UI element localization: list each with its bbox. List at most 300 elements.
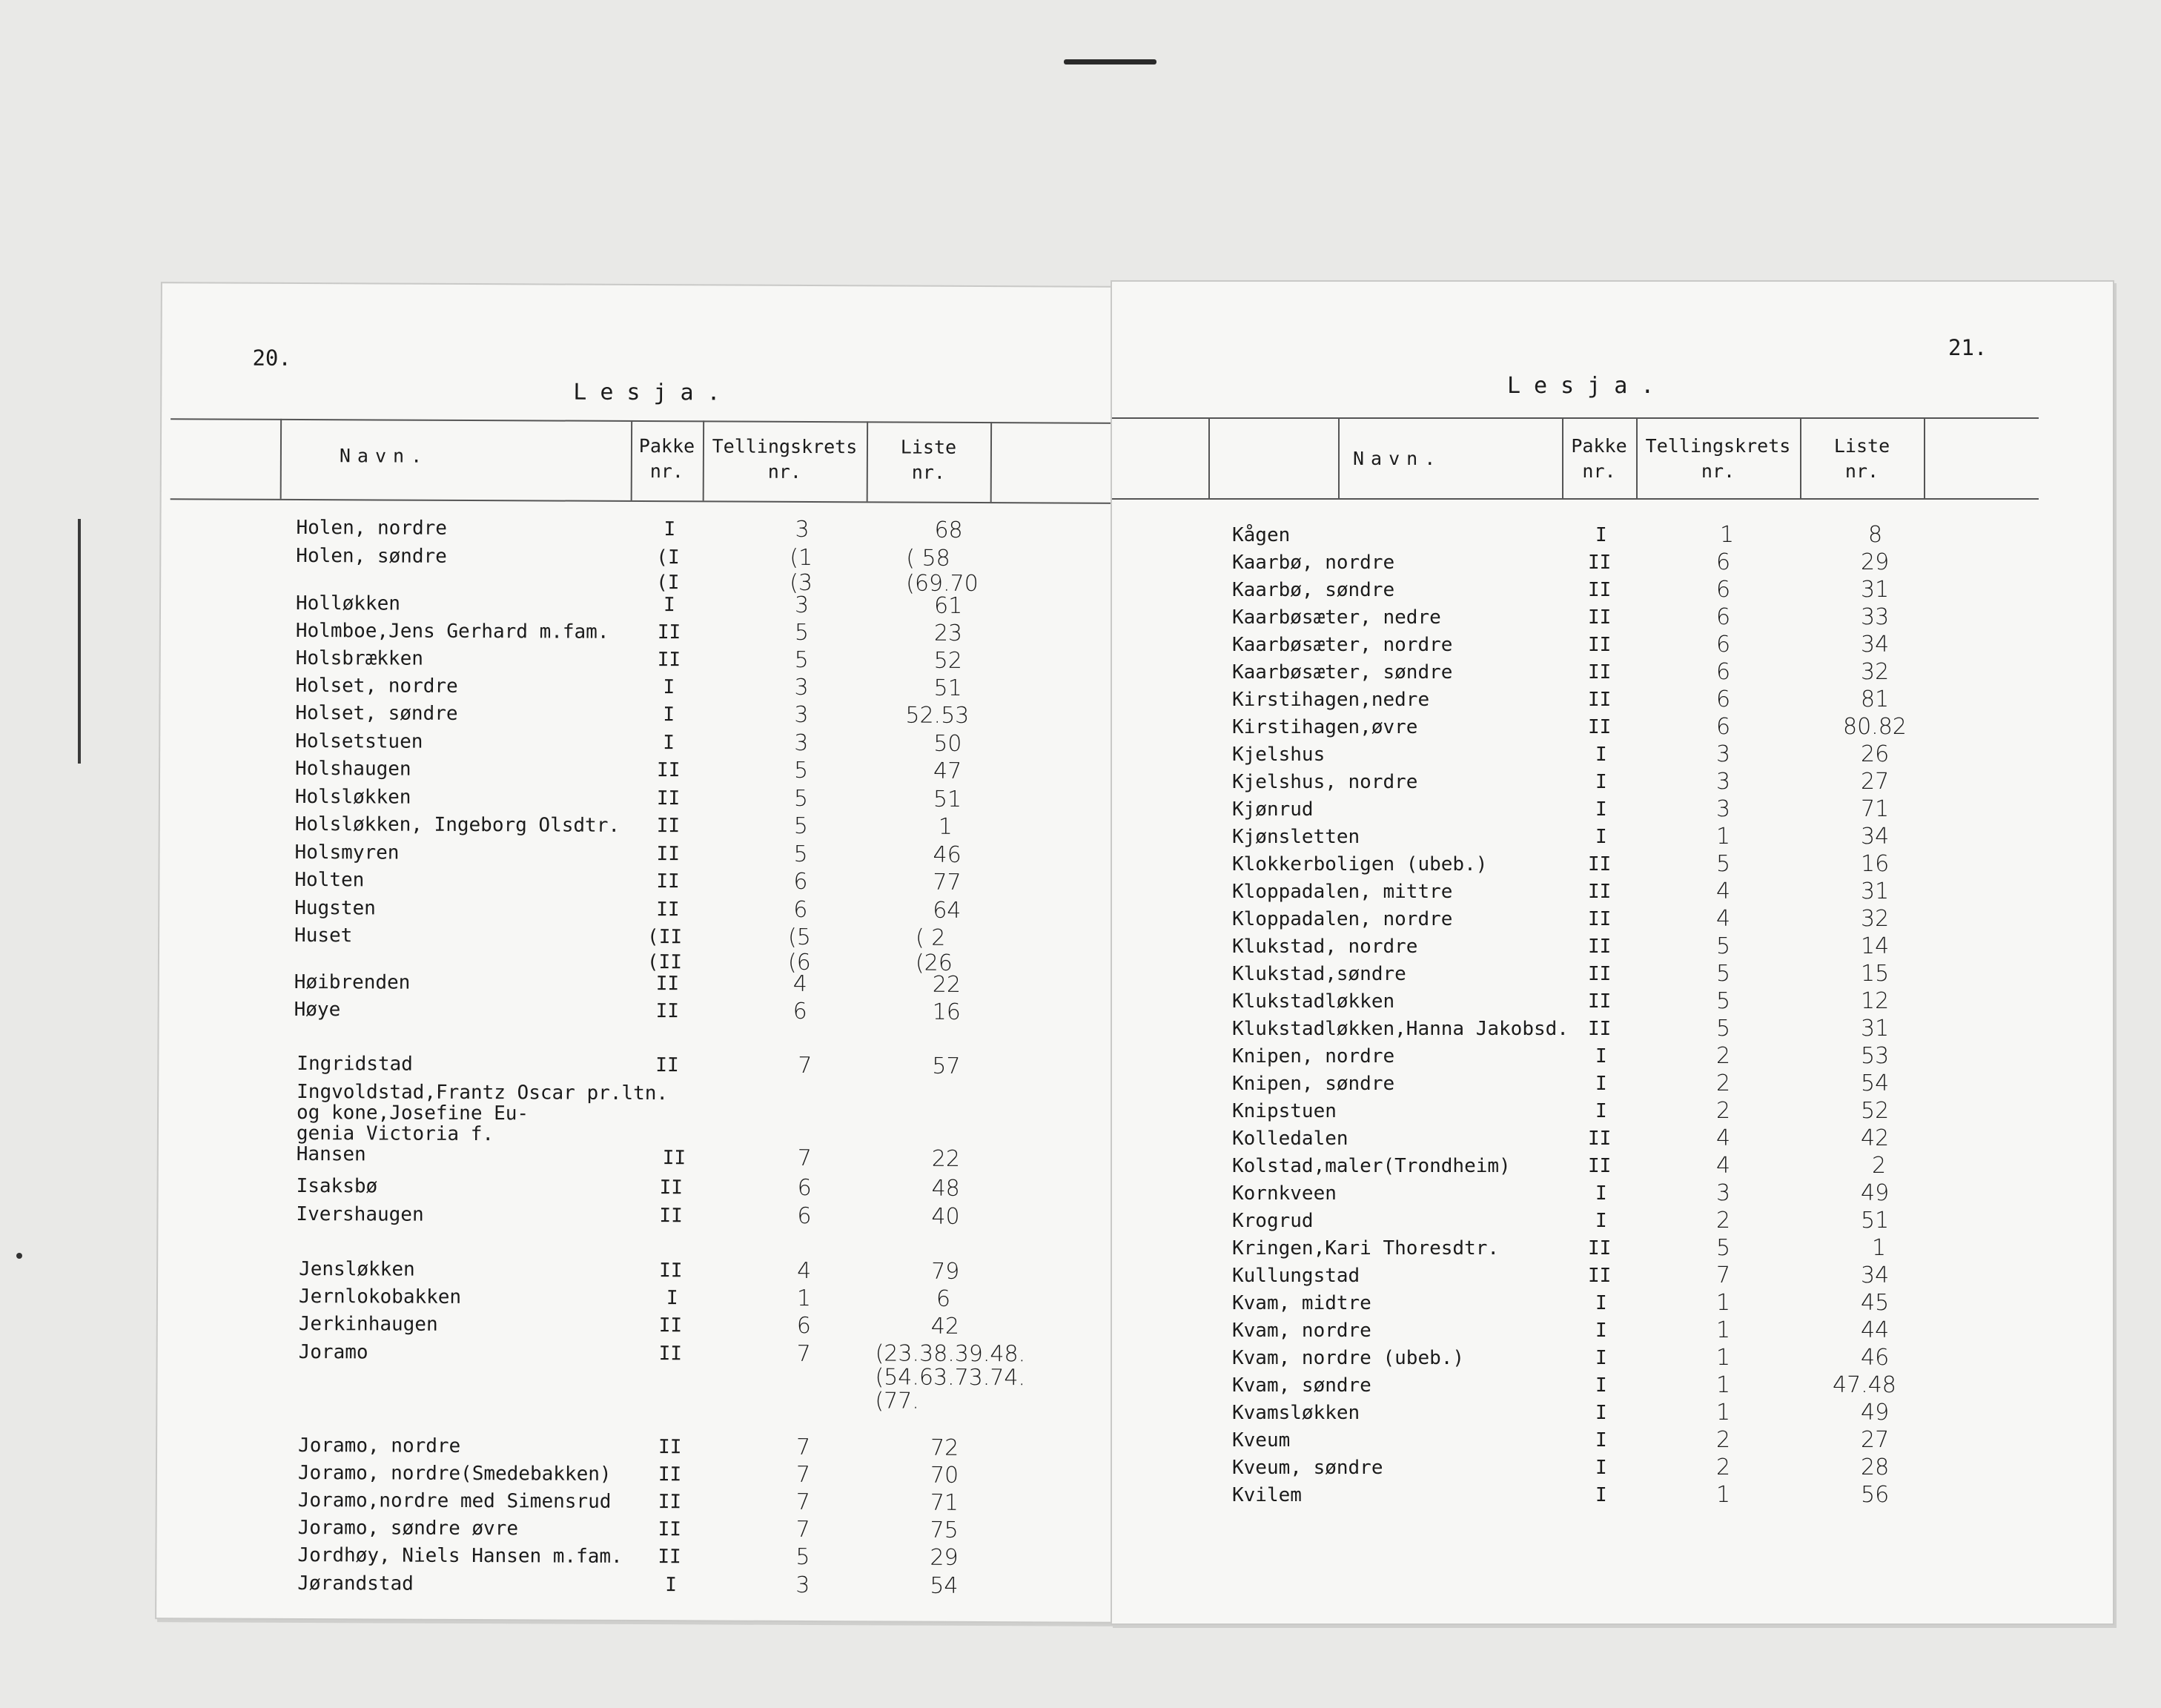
row-name: Kjelshus <box>1232 744 1326 766</box>
row-liste: 57 <box>932 1053 961 1079</box>
table-row <box>157 1542 1115 1571</box>
row-name: Holen, nordre <box>296 516 448 540</box>
row-pakke: I <box>663 518 676 541</box>
row-liste: 2 <box>1872 1153 1887 1179</box>
row-krets: 5 <box>1716 961 1731 987</box>
row-krets: 2 <box>1716 1427 1731 1453</box>
row-krets: 2 <box>1716 1454 1731 1480</box>
row-pakke: II <box>656 898 680 921</box>
row-name: Kveum, søndre <box>1232 1457 1383 1479</box>
row-pakke: I <box>666 1287 678 1310</box>
row-liste: ( 2 (26 <box>915 924 953 976</box>
row-liste: 47.48 <box>1833 1372 1896 1398</box>
row-krets: (5 (6 <box>787 924 811 976</box>
header-bottom-rule <box>171 498 1119 504</box>
row-name: Holen, søndre <box>296 544 447 568</box>
row-krets: 7 <box>796 1434 811 1461</box>
row-krets: 5 <box>1716 851 1731 877</box>
row-name: Ingridstad <box>297 1052 413 1076</box>
row-pakke: II <box>1588 1265 1612 1287</box>
row-liste: 52.53 <box>905 702 970 729</box>
page-title: Lesja. <box>573 379 734 406</box>
row-krets: 3 <box>1716 796 1731 822</box>
row-liste: 51 <box>933 675 962 701</box>
table-row <box>159 969 1117 998</box>
table-row <box>160 728 1118 757</box>
row-name: Knipen, nordre <box>1232 1045 1395 1068</box>
row-liste: 46 <box>1861 1345 1890 1371</box>
row-name: Klukstadløkken,Hanna Jakobsd. <box>1232 1018 1569 1040</box>
row-name: Klokkerboligen (ubeb.) <box>1232 853 1488 875</box>
table-row <box>160 839 1118 868</box>
row-liste: 51 <box>933 786 962 812</box>
row-krets: 5 <box>1716 933 1731 959</box>
table-row <box>161 672 1119 701</box>
row-pakke: II <box>1588 908 1612 930</box>
header-pakke: Pakke nr. <box>638 434 695 483</box>
row-krets: 6 <box>797 1174 812 1202</box>
row-pakke: II <box>659 1205 683 1228</box>
row-name: Klukstadløkken <box>1232 990 1395 1013</box>
row-krets: 5 <box>1716 1016 1731 1042</box>
row-liste: 8 <box>1868 522 1883 548</box>
row-pakke: I <box>663 676 675 699</box>
header-top-rule <box>1112 417 2039 419</box>
row-pakke: I <box>1595 1347 1607 1369</box>
row-pakke: (II (II <box>646 926 683 974</box>
row-liste: 71 <box>930 1489 959 1516</box>
row-liste: 42 <box>930 1313 960 1340</box>
row-liste: 29 <box>930 1544 959 1571</box>
table-row <box>159 1173 1116 1202</box>
row-krets: 6 <box>793 868 808 895</box>
row-krets: 1 <box>1716 1400 1731 1426</box>
row-krets: 3 <box>1716 741 1731 767</box>
row-krets: 6 <box>1716 604 1731 630</box>
left-page-edge-mark <box>78 519 81 764</box>
row-name: Holløkken <box>295 592 401 615</box>
row-krets: 6 <box>1716 577 1731 603</box>
row-name: Kjelshus, nordre <box>1232 771 1418 793</box>
row-pakke: II <box>656 815 681 838</box>
row-liste: 28 <box>1861 1454 1890 1480</box>
row-name: Knipstuen <box>1232 1100 1337 1122</box>
row-liste: 51 <box>1861 1208 1890 1234</box>
row-krets: 6 <box>796 1312 811 1340</box>
row-name: Jernlokobakken <box>298 1285 462 1308</box>
row-liste: 53 <box>1861 1043 1890 1069</box>
header-liste: Liste nr. <box>900 436 957 483</box>
row-liste: 46 <box>933 841 962 868</box>
row-name: Kvam, midtre <box>1232 1292 1371 1314</box>
row-liste: 77 <box>933 869 962 896</box>
row-liste: 44 <box>1861 1317 1890 1343</box>
row-pakke: I <box>1595 1429 1607 1452</box>
column-divider <box>1924 417 1925 498</box>
row-liste: 31 <box>1861 577 1890 603</box>
row-krets: 3 <box>1716 1180 1731 1206</box>
row-pakke: II <box>657 759 681 782</box>
row-name: Kjønrud <box>1232 798 1314 821</box>
row-krets: 1 <box>1716 1482 1731 1508</box>
row-liste: 71 <box>1861 796 1890 822</box>
table-row <box>162 514 1119 543</box>
row-name: Krogrud <box>1232 1210 1314 1232</box>
row-liste: 47 <box>933 758 962 784</box>
row-pakke: II <box>658 1343 683 1366</box>
row-liste: 29 <box>1861 549 1890 575</box>
row-liste: 61 <box>933 592 963 619</box>
row-liste: 6 <box>936 1285 951 1312</box>
row-name: Høibrenden <box>294 970 411 994</box>
row-liste: 14 <box>1861 933 1890 959</box>
table-row <box>159 867 1117 896</box>
table-row <box>159 895 1117 924</box>
row-liste: 42 <box>1861 1125 1890 1151</box>
row-krets: 6 <box>1716 714 1731 740</box>
row-pakke: I <box>665 1574 677 1597</box>
table-row <box>158 1311 1116 1340</box>
row-pakke: II <box>655 1054 679 1077</box>
row-krets: 2 <box>1716 1208 1731 1234</box>
row-name: Ingvoldstad,Frantz Oscar pr.ltn. og kone,Josefine Eu- genia Victoria f. Hansen <box>296 1080 669 1166</box>
row-pakke: I <box>1595 1073 1607 1095</box>
row-pakke: I <box>1595 771 1607 793</box>
row-krets: 1 <box>1720 522 1735 548</box>
left-page <box>156 283 1120 1622</box>
row-name: Kirstihagen,øvre <box>1232 716 1418 738</box>
row-name: Kaarbøsæter, nedre <box>1232 606 1441 629</box>
row-liste: 54 <box>930 1572 959 1599</box>
row-pakke: I <box>1595 1457 1607 1479</box>
header-liste: Liste nr. <box>1833 435 1890 482</box>
column-divider <box>1208 417 1210 498</box>
row-name: Kolledalen <box>1232 1128 1348 1150</box>
row-pakke: II <box>658 1314 683 1337</box>
row-liste: 54 <box>1861 1070 1890 1096</box>
row-krets: 7 <box>795 1461 811 1489</box>
row-liste: 49 <box>1861 1400 1890 1426</box>
row-krets: 3 <box>795 516 810 543</box>
row-name: Kringen,Kari Thoresdtr. <box>1232 1237 1500 1260</box>
row-krets: 5 <box>1716 988 1731 1014</box>
row-liste: 40 <box>931 1203 960 1230</box>
row-krets: 1 <box>1716 1345 1731 1371</box>
row-krets: 4 <box>1716 1125 1731 1151</box>
row-liste: 12 <box>1861 988 1890 1014</box>
row-pakke: II <box>656 843 680 866</box>
row-liste: 49 <box>1861 1180 1890 1206</box>
row-krets: 4 <box>792 970 807 997</box>
row-pakke: I <box>1595 1320 1607 1342</box>
row-pakke: II <box>657 621 681 644</box>
row-liste: 27 <box>1861 769 1890 795</box>
table-row <box>157 1432 1115 1461</box>
row-krets: 5 <box>793 841 808 867</box>
row-name: Høye <box>294 998 341 1022</box>
row-name: Holsløkken <box>294 785 411 809</box>
row-liste: 81 <box>1861 686 1890 712</box>
row-name: Kirstihagen,nedre <box>1232 689 1430 711</box>
row-pakke: I <box>1595 1100 1607 1122</box>
row-liste: 32 <box>1861 659 1890 685</box>
row-krets: 1 <box>1716 1372 1731 1398</box>
row-krets: 7 <box>797 1145 812 1172</box>
table-row <box>157 1460 1115 1489</box>
row-name: Kaarbøsæter, nordre <box>1232 634 1453 656</box>
row-krets: 5 <box>795 1543 810 1571</box>
row-pakke: II <box>1588 552 1612 574</box>
row-krets: 7 <box>1716 1262 1731 1288</box>
row-name: Kloppadalen, mittre <box>1232 881 1453 903</box>
table-row <box>158 1283 1116 1312</box>
row-pakke: I <box>1595 1045 1607 1068</box>
row-name: Jensløkken <box>299 1258 415 1281</box>
row-pakke: (I (I <box>656 546 680 595</box>
row-krets: 6 <box>1716 632 1731 658</box>
row-krets: 5 <box>793 812 808 839</box>
row-pakke: II <box>655 1000 680 1023</box>
row-liste: 79 <box>931 1258 960 1285</box>
row-liste: (23.38.39.48. (54.63.73.74. (77. <box>875 1340 1026 1414</box>
row-pakke: I <box>1595 744 1607 766</box>
row-pakke: II <box>1588 634 1612 656</box>
row-pakke: I <box>1595 524 1607 546</box>
table-row <box>156 1570 1114 1599</box>
row-liste: 34 <box>1861 824 1890 850</box>
row-krets: 4 <box>1716 906 1731 932</box>
row-pakke: I <box>1595 1292 1607 1314</box>
row-krets: 1 <box>1716 1317 1731 1343</box>
row-liste: 80.82 <box>1843 714 1907 740</box>
row-name: Klukstad,søndre <box>1232 963 1406 985</box>
row-name: Kaarbø, nordre <box>1232 552 1395 574</box>
row-pakke: II <box>658 1463 682 1486</box>
table-row <box>157 1487 1115 1516</box>
row-liste: 31 <box>1861 1016 1890 1042</box>
row-liste: 27 <box>1861 1427 1890 1453</box>
row-krets: 3 <box>794 674 809 701</box>
row-krets: 4 <box>1716 878 1731 904</box>
row-pakke: II <box>1588 936 1612 958</box>
row-liste: 23 <box>933 620 963 646</box>
table-row <box>159 1201 1116 1230</box>
row-liste: 75 <box>930 1517 959 1543</box>
table-row <box>161 645 1119 674</box>
row-krets: 6 <box>1716 659 1731 685</box>
row-name: Holset, nordre <box>295 674 458 698</box>
row-name: Hugsten <box>294 896 376 920</box>
row-name: Holset, søndre <box>295 701 458 725</box>
row-krets: 2 <box>1716 1098 1731 1124</box>
column-divider <box>990 422 992 502</box>
row-krets: 1 <box>796 1285 812 1312</box>
margin-dot <box>16 1253 22 1259</box>
row-name: Holsløkken, Ingeborg Olsdtr. <box>294 812 620 837</box>
row-name: Kveum <box>1232 1429 1291 1452</box>
row-name: Klukstad, nordre <box>1232 936 1418 958</box>
row-pakke: II <box>1588 1018 1612 1040</box>
row-pakke: II <box>658 1436 682 1459</box>
row-name: Joramo, nordre <box>298 1434 461 1457</box>
table-row <box>158 1256 1116 1285</box>
row-liste: 15 <box>1861 961 1890 987</box>
row-krets: 4 <box>797 1257 812 1285</box>
row-name: Kolstad,maler(Trondheim) <box>1232 1155 1511 1177</box>
row-liste: 64 <box>933 897 962 924</box>
row-pakke: II <box>1588 990 1612 1013</box>
row-pakke: I <box>1595 1210 1607 1232</box>
row-name: Joramo, søndre øvre <box>297 1517 519 1540</box>
row-name: Kullungstad <box>1232 1265 1360 1287</box>
row-liste: 26 <box>1861 741 1890 767</box>
row-liste: 16 <box>1861 851 1890 877</box>
row-name: Holsmyren <box>294 841 400 864</box>
table-row <box>159 996 1117 1025</box>
table-row <box>160 700 1118 729</box>
header-krets: Tellingskrets nr. <box>1645 435 1791 482</box>
row-pakke: II <box>1588 661 1612 683</box>
row-krets: 4 <box>1716 1153 1731 1179</box>
table-row <box>160 784 1118 812</box>
column-divider <box>1338 417 1340 498</box>
row-pakke: II <box>656 870 680 893</box>
row-krets: 7 <box>795 1489 810 1516</box>
row-liste: 52 <box>933 647 962 674</box>
row-pakke: I <box>1595 1484 1607 1506</box>
row-krets: (1 (3 <box>790 544 813 597</box>
page-title: Lesja. <box>1507 373 1668 399</box>
row-krets: 7 <box>798 1052 813 1079</box>
row-krets: 6 <box>797 1202 812 1230</box>
header-krets: Tellingskrets nr. <box>712 435 858 483</box>
row-name: Jerkinhaugen <box>298 1313 438 1336</box>
row-pakke: I <box>1595 1182 1607 1205</box>
header-pakke: Pakke nr. <box>1571 435 1627 482</box>
row-liste: 22 <box>932 971 962 998</box>
header-name: Navn. <box>339 445 429 467</box>
row-name: Kaarbø, søndre <box>1232 579 1395 601</box>
row-liste: 72 <box>930 1434 959 1461</box>
table-row <box>159 1080 1116 1172</box>
row-pakke: II <box>658 1546 681 1569</box>
row-krets: 5 <box>1716 1235 1731 1261</box>
row-krets: 5 <box>794 619 810 646</box>
row-pakke: II <box>659 1176 683 1199</box>
table-row <box>157 1515 1115 1543</box>
row-name: Holshaugen <box>295 757 411 781</box>
row-liste: 32 <box>1861 906 1890 932</box>
row-pakke: II <box>1588 579 1612 601</box>
row-name: Kvilem <box>1232 1484 1302 1506</box>
row-name: Knipen, søndre <box>1232 1073 1395 1095</box>
top-edge-mark <box>1064 59 1156 64</box>
table-row <box>160 755 1118 784</box>
row-krets: 5 <box>794 646 809 673</box>
row-pakke: I <box>1595 1402 1607 1424</box>
row-krets: 3 <box>795 1572 810 1599</box>
row-name: Kornkveen <box>1232 1182 1337 1205</box>
row-krets: 6 <box>792 998 807 1025</box>
row-liste: 70 <box>930 1462 959 1489</box>
row-liste: 68 <box>934 517 963 543</box>
row-name: Holmboe,Jens Gerhard m.fam. <box>295 619 609 643</box>
row-pakke: II <box>1588 1128 1612 1150</box>
row-pakke: II <box>1588 1237 1612 1260</box>
header-name: Navn. <box>1353 448 1443 469</box>
row-liste: 1 <box>938 813 953 840</box>
table-row <box>160 811 1118 840</box>
row-name: Joramo,nordre med Simensrud <box>297 1489 612 1513</box>
row-pakke: II <box>662 1147 686 1170</box>
row-liste: 56 <box>1861 1482 1890 1508</box>
row-name: Joramo <box>298 1341 368 1364</box>
row-pakke: II <box>656 787 681 810</box>
row-pakke: II <box>655 973 680 996</box>
row-krets: 2 <box>1716 1043 1731 1069</box>
row-name: Kågen <box>1232 524 1291 546</box>
row-krets: 6 <box>1716 549 1731 575</box>
row-krets: 3 <box>794 592 810 618</box>
row-name: Kjønsletten <box>1232 826 1360 848</box>
row-liste: 1 <box>1872 1235 1887 1261</box>
row-krets: 1 <box>1716 1290 1731 1316</box>
row-krets: 1 <box>1716 824 1731 850</box>
row-name: Kaarbøsæter, søndre <box>1232 661 1453 683</box>
row-pakke: I <box>1595 826 1607 848</box>
row-pakke: II <box>658 1518 681 1541</box>
row-pakke: I <box>1595 798 1607 821</box>
row-liste: 31 <box>1861 878 1890 904</box>
row-liste: 50 <box>933 730 962 757</box>
header-bottom-rule <box>1112 498 2039 500</box>
table-row <box>159 1050 1116 1079</box>
row-liste: 16 <box>932 999 961 1025</box>
row-name: Kvam, nordre (ubeb.) <box>1232 1347 1465 1369</box>
row-liste: ( 58 (69.70 <box>906 545 979 597</box>
row-krets: 6 <box>1716 686 1731 712</box>
row-liste: 34 <box>1861 1262 1890 1288</box>
row-krets: 6 <box>793 896 808 923</box>
row-name: Jordhøy, Niels Hansen m.fam. <box>297 1544 623 1568</box>
row-pakke: II <box>1588 963 1612 985</box>
row-krets: 3 <box>794 701 809 728</box>
row-pakke: I <box>663 732 675 755</box>
row-name: Jørandstad <box>297 1572 414 1595</box>
table-row <box>158 1339 1116 1414</box>
column-divider <box>280 419 282 499</box>
row-pakke: I <box>663 704 675 726</box>
page-number: 20. <box>252 345 291 371</box>
row-liste: 45 <box>1861 1290 1890 1316</box>
page-number: 21. <box>1948 335 1988 360</box>
right-page <box>1112 282 2113 1623</box>
row-pakke: II <box>1588 716 1612 738</box>
row-liste: 52 <box>1861 1098 1890 1124</box>
row-krets: 7 <box>796 1340 811 1368</box>
row-name: Holsetstuen <box>295 729 423 753</box>
row-name: Kloppadalen, nordre <box>1232 908 1453 930</box>
row-krets: 5 <box>793 785 809 812</box>
row-krets: 7 <box>795 1516 810 1543</box>
row-pakke: II <box>657 649 681 672</box>
row-name: Kvam, søndre <box>1232 1374 1371 1397</box>
header-top-rule <box>171 418 1119 424</box>
table-row <box>161 618 1119 646</box>
row-pakke: II <box>659 1260 683 1282</box>
row-pakke: II <box>1588 881 1612 903</box>
row-name: Holsbrækken <box>295 646 423 670</box>
